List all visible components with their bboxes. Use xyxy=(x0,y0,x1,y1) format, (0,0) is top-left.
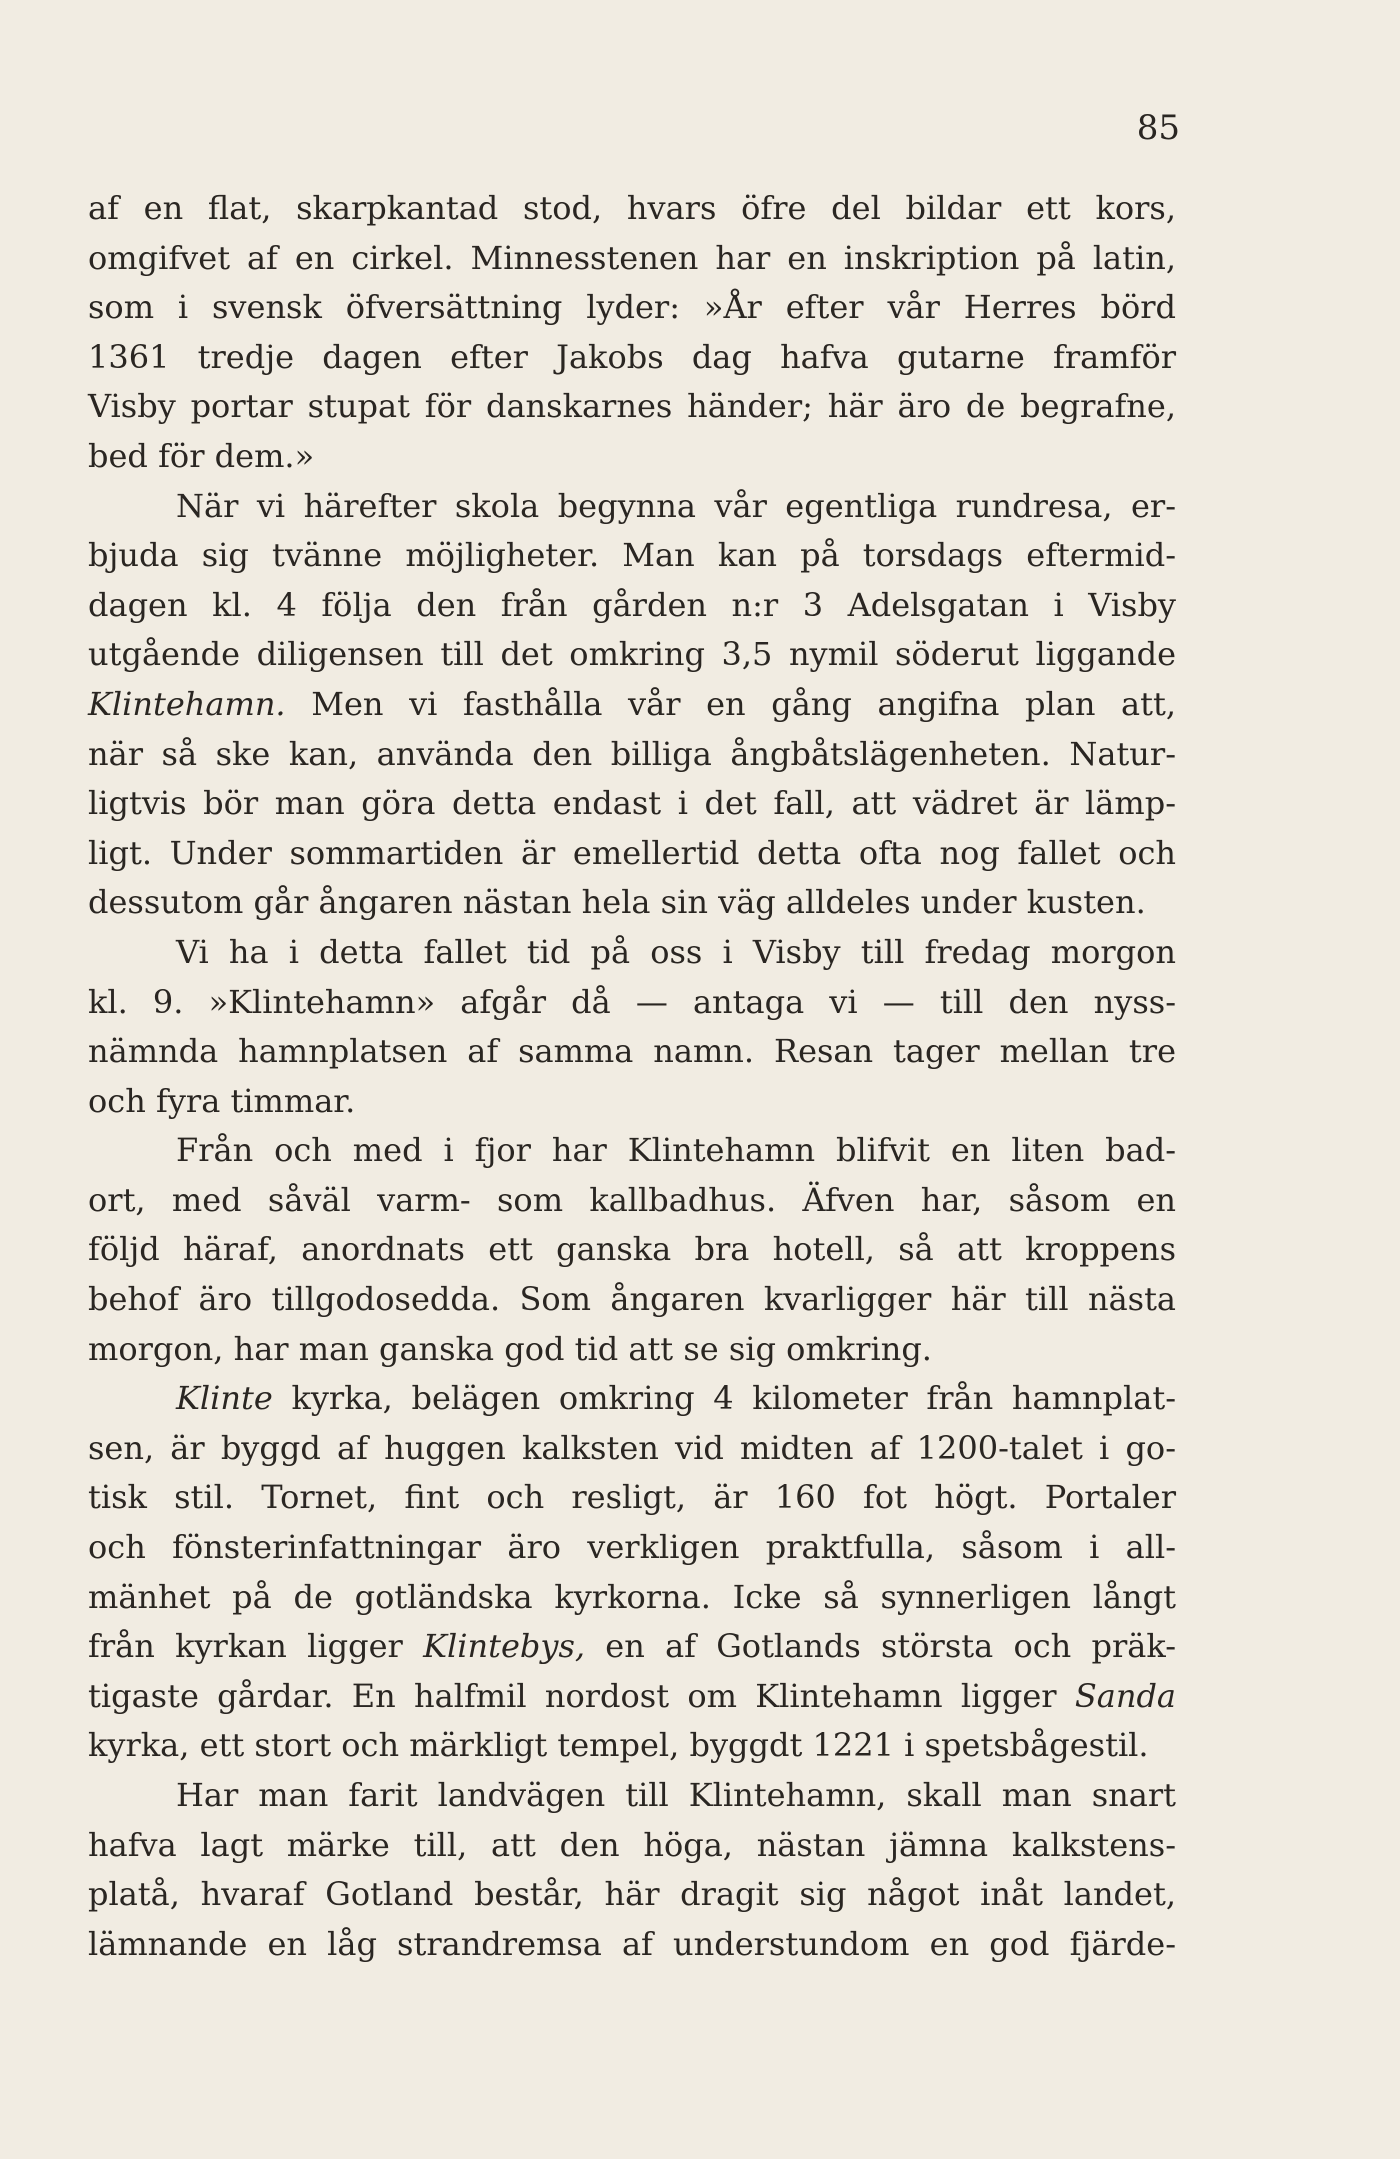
text-line: Har man farit landvägen till Klintehamn, skall man snart xyxy=(176,1776,1176,1814)
text-line: utgående diligensen till det omkring 3,5 nymil söderut liggande xyxy=(88,635,1176,674)
line-text-after: en af Gotlands största och präk- xyxy=(585,1627,1177,1666)
italic-place-name: Klinte xyxy=(176,1379,273,1418)
text-line: ligt. Under sommartiden är emellertid detta ofta nog fallet och xyxy=(88,833,1176,872)
text-line: dessutom går ångaren nästan hela sin väg alldeles under kusten. xyxy=(88,883,1146,922)
page-number: 85 xyxy=(1136,108,1180,148)
text-line: tisk stil. Tornet, fint och resligt, är 160 fot högt. Portaler xyxy=(88,1478,1176,1517)
text-line xyxy=(88,680,1176,730)
text-line xyxy=(88,1622,1176,1672)
text-line: När vi härefter skola begynna vår egentliga rundresa, er- xyxy=(176,486,1176,525)
text-line: dagen kl. 4 följa den från gården n:r 3 Adelsgatan i Visby xyxy=(88,585,1176,624)
text-line: och fyra timmar. xyxy=(88,1081,356,1120)
text-line: bed för dem.» xyxy=(88,436,315,475)
text-line: följd häraf, anordnats ett ganska bra hotell, så att kroppens xyxy=(88,1230,1176,1269)
text-line: som i svensk öfversättning lyder: »År efter vår Herres börd xyxy=(88,288,1176,327)
line-text-after: kyrka, belägen omkring 4 kilometer från hamnplat- xyxy=(272,1379,1176,1418)
text-line: Visby portar stupat för danskarnes händer; här äro de begrafne, xyxy=(88,387,1176,426)
text-line: behof äro tillgodosedda. Som ångaren kvarligger här till nästa xyxy=(88,1280,1176,1319)
line-text-after: Men vi fasthålla vår en gång angifna plan att, xyxy=(285,684,1176,723)
text-line: morgon, har man ganska god tid att se sig omkring. xyxy=(88,1329,932,1368)
line-text-before: från kyrkan ligger xyxy=(88,1627,424,1666)
italic-place-name: Klintehamn. xyxy=(88,684,286,723)
text-line: nämnda hamnplatsen af samma namn. Resan tager mellan tre xyxy=(88,1032,1176,1071)
italic-place-name: Klintebys, xyxy=(423,1627,586,1666)
text-line: af en flat, skarpkantad stod, hvars öfre del bildar ett kors, xyxy=(88,189,1176,227)
text-line: lämnande en låg strandremsa af understundom en god fjärde- xyxy=(88,1924,1176,1963)
text-line: kyrka, ett stort och märkligt tempel, byggdt 1221 i spetsbågestil. xyxy=(88,1726,1149,1765)
text-line: mänhet på de gotländska kyrkorna. Icke så synnerligen långt xyxy=(88,1577,1176,1616)
text-line: ort, med såväl varm- som kallbadhus. Äfven har, såsom en xyxy=(88,1180,1176,1219)
text-line: när så ske kan, använda den billiga ångbåtslägenheten. Natur- xyxy=(88,734,1176,773)
text-line: Från och med i fjor har Klintehamn blifvit en liten bad- xyxy=(176,1131,1176,1170)
text-line: och fönsterinfattningar äro verkligen praktfulla, såsom i all- xyxy=(88,1528,1176,1567)
text-line: 1361 tredje dagen efter Jakobs dag hafva gutarne framför xyxy=(88,337,1176,376)
line-text-before: tigaste gårdar. En halfmil nordost om Klintehamn ligger xyxy=(88,1676,1075,1715)
text-line: hafva lagt märke till, att den höga, nästan jämna kalkstens- xyxy=(88,1825,1176,1864)
text-line: platå, hvaraf Gotland består, här dragit sig något inåt landet, xyxy=(88,1875,1176,1914)
text-line: ligtvis bör man göra detta endast i det fall, att vädret är lämp- xyxy=(88,784,1176,823)
text-line: bjuda sig tvänne möjligheter. Man kan på torsdags eftermid- xyxy=(88,536,1176,575)
text-line: omgifvet af en cirkel. Minnesstenen har en inskription på latin, xyxy=(88,238,1176,277)
text-line: kl. 9. »Klintehamn» afgår då — antaga vi — till den nyss- xyxy=(88,982,1176,1021)
italic-place-name: Sanda xyxy=(1074,1676,1176,1715)
body-text xyxy=(88,184,1176,1969)
text-line: Vi ha i detta fallet tid på oss i Visby till fredag morgon xyxy=(176,932,1176,971)
text-line xyxy=(88,1672,1176,1722)
text-line xyxy=(88,1374,1176,1424)
text-line: sen, är byggd af huggen kalksten vid midten af 1200-talet i go- xyxy=(88,1428,1176,1467)
